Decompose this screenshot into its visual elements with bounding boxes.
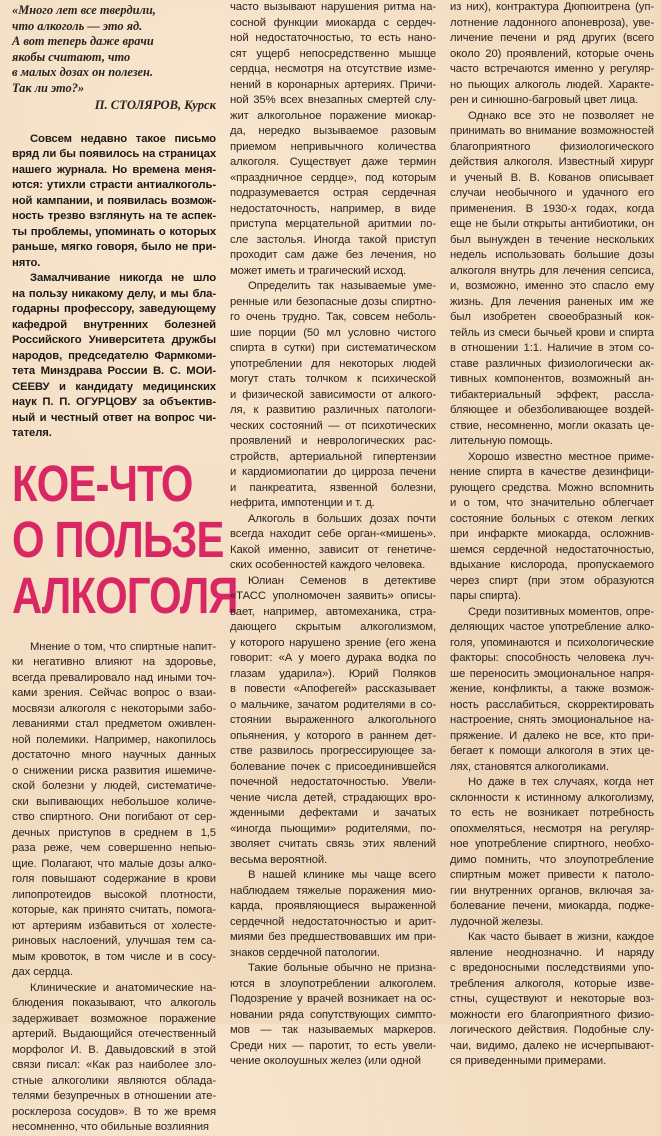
text-line: ное употребление спиртного, необхо- [450,838,654,850]
text-line: ками зрения. Сейчас вопрос о взаи- [12,687,216,700]
text-line: у которого нарушено зрение (его жена [230,636,436,649]
text-line: годарны профессору, заведующему [12,303,216,316]
text-line: наук П. П. ОГУРЦОВУ за объектив- [12,396,216,409]
text-line: Среди позитивных моментов, опре- [468,605,654,618]
text-line: мосвязи алкоголя с некоторыми забо- [12,702,216,715]
text-line: дах сердца. [12,966,73,979]
text-line: болевание печени, миокарда, подже- [450,900,654,912]
paragraph [12,132,216,272]
text-line: ше переносить эмоциональное напря- [450,667,654,680]
text-line: и ученый В. В. Кованов описывает [450,171,654,184]
text-line: чаи, видимо, далеко не исчерпывают- [450,1039,654,1052]
text-line: приемом непривычного количества [230,140,436,153]
paragraph [230,868,436,961]
quote-line: Так ли это?» [12,80,85,95]
text-line: «иногда пьющими» родителями, по- [230,822,436,835]
paragraph [230,512,436,574]
text-line: которые, как принято считать, помога- [12,904,216,917]
text-line: стные алкоголики являются облада- [12,1074,216,1087]
text-line: и панкреатита, язвенной болезни, [230,481,436,494]
text-line: жение, конфликты, а также возмож- [450,683,654,695]
text-line: достаточно много научных данных [12,749,216,762]
text-line: ность трезво взглянуть на те аспек- [12,210,216,223]
text-line: ют артериям избавиться от холесте- [12,919,216,932]
text-line: блюдения показывают, что алкоголь [12,997,216,1010]
text-line: вает, например, автомеханика, стра- [230,605,436,618]
headline-line: КОЕ-ЧТО [12,454,193,512]
text-line: лительную помощь. [450,435,553,447]
text-line: подразумевается острая сердечная [230,187,436,199]
text-line: нефрита, импотенции и т. д. [230,497,375,509]
text-line: ставе различных физиологически ак- [450,357,654,370]
text-line: при инфаркте миокарда, осложнив- [450,528,654,540]
text-line: бляющее и обезболивающее воздей- [450,404,654,416]
text-line: может иметь и трагический исход. [230,264,407,277]
text-line: ренные или безопасные дозы спиртно- [230,295,436,308]
text-line: раньше, мягко говоря, было не при- [12,241,216,254]
article-body-column-2 [230,0,436,1070]
text-line: состояние больных с отеком легких [450,512,654,525]
text-line: бегает к помощи алкоголя в этих це- [450,745,654,757]
text-line: наблюдаем тяжелые поражения мио- [230,884,436,897]
text-line: из них), контрактура Дюпюитрена (уп- [450,1,654,13]
text-line: могут стать толчком к психической [230,373,436,385]
text-line: рующего средства. Можно вспомнить [450,481,654,494]
paragraph [12,640,216,981]
text-line: алкоголя. Существует даже термин [230,156,436,168]
text-line: Но даже в тех случаях, когда нет [468,776,654,788]
text-line: действия алкоголя. Известный хирург [450,156,654,168]
text-line: Какой именно, зависит от генетиче- [230,543,436,556]
text-line: вряд ли бы появилось на страницах [12,148,216,161]
text-line: применения. В 1930-х годах, когда [450,202,654,215]
text-line: факторы: способность человека луч- [450,652,654,664]
text-line: говорит: «А у моего дурака водка по [230,652,436,664]
text-line: сле застолья. Иногда такой приступ [230,233,436,246]
text-line: приступа мерцательной аритмии по- [230,218,436,230]
text-line: Среди них — паротит, то есть увели- [230,1039,436,1052]
text-line: можности его благоприятного физио- [450,1008,654,1021]
text-line: склонности к истинному алкоголизму, [450,791,654,804]
text-line: проявлений и неврологических рас- [230,435,436,447]
text-line: стройств, артериальной гипертензии [230,450,436,463]
text-line: «праздничное сердце», под которым [230,171,436,184]
text-line: то есть не возникает потребность [450,807,654,819]
text-line: еще не были открыты антибиотики, он [450,218,654,230]
paragraph [230,279,436,512]
text-line: и, возможно, именно это спасло ему [450,280,654,292]
text-line: димо помнить, что злоупотребление [450,853,654,866]
text-line: дающего скрытым алкоголизмом, [230,621,436,633]
text-line: лотнение ладонного апоневроза), уве- [450,16,654,29]
text-line: всегда находит себе орган-«мишень». [230,528,436,540]
text-line: проходит сам даже без лечения, но [230,249,436,261]
text-line: Как часто бывает в жизни, каждое [468,931,654,943]
text-line: мым кровоток, в том числе и в сосу- [12,950,216,963]
article-headline [12,454,238,624]
editorial-intro [12,132,216,442]
paragraph [12,981,216,1136]
text-line: спиртным может привести к патоло- [450,869,654,881]
paragraph [450,0,654,109]
paragraph [450,605,654,776]
text-line: миями без предшествовавших им при- [230,931,436,943]
text-line: ской болезни у людей, систематиче- [12,780,216,793]
text-line: принимать во внимание возможностей [450,125,654,137]
text-line: стве развилось прогрессирующее за- [230,745,436,757]
text-line: случаи необычного и удачного его [450,187,654,199]
text-line: В нашей клинике мы чаще всего [248,869,436,881]
text-line: знаков сердечной патологии. [230,946,380,959]
headline-line: АЛКОГОЛЯ [12,566,238,624]
paragraph [450,109,654,450]
text-line: о мальчике, зачатом родителями в со- [230,698,436,711]
paragraph [450,775,654,930]
text-line: телями безупречных в отношении ате- [12,1090,216,1103]
text-line: глазам ударила»). Юрий Поляков [230,667,436,680]
text-line: Подозрение у врачей возникает на ос- [230,993,436,1005]
text-line: шие порции (50 мл условно чистого [230,326,436,339]
text-line: весьма вероятной. [230,853,328,866]
text-line: артерий. Выдающийся отечественный [12,1028,216,1041]
text-line: го очень трудно. Так, совсем неболь- [230,311,436,323]
text-line: мов — так называемых маркеров. [230,1024,436,1036]
text-line: и физической зависимости от алкого- [230,388,436,401]
text-line: ся приведенными примерами. [450,1055,607,1067]
text-line: СЕЕВУ и кандидату медицинских [12,380,216,393]
text-line: алкоголя внутрь для лечения сепсиса, [450,264,654,277]
text-line: ной недостаточностью, то есть нано- [230,32,436,44]
text-line: шемся сердечной недостаточностью, [450,543,654,556]
text-line: Определить так называемые уме- [248,280,436,292]
text-line: раза реже, чем совершенно непью- [12,842,216,855]
text-line: народов, председателю Фармкоми- [12,349,216,362]
text-line: стоянии выраженного алкогольного [230,714,436,726]
text-line: ски выпивающих небольшое количе- [12,795,216,808]
paragraph [230,0,436,279]
text-line: почечной недостаточностью. Увели- [230,776,436,788]
text-line: тейль из смеси бычьей крови и спирта [450,326,654,339]
text-line: карда, проявляющиеся выраженной [230,900,436,912]
headline-line: О ПОЛЬЗЕ [12,510,224,568]
text-line: кафедрой внутренних болезней [12,318,216,331]
text-line: тибактериальный эффект, рассла- [450,388,654,401]
text-line: Юлиан Семенов в детективе [248,574,436,587]
text-line: «ТАСС уполномочен заявить» описы- [230,590,436,602]
text-line: липопротеидов высокой плотности, [12,888,216,901]
text-line: был изобретен своеобразный кок- [450,311,654,323]
text-line: настроение, снять эмоциональное на- [450,714,654,726]
text-line: ки негативно влияют на здоровье, [12,656,216,669]
quote-line: в малых дозах он полезен. [12,65,154,80]
text-line: лях, становятся алкоголиками. [450,760,609,773]
article-body-column-3 [450,0,654,1070]
text-line: тателя. [12,427,52,440]
text-line: новании ряда сопутствующих симпто- [230,1008,436,1021]
text-line: морфолог И. В. Давыдовский в этой [12,1043,216,1056]
text-line: был вынужден в течение нескольких [450,233,654,246]
text-line: ются в злоупотреблении алкоголем. [230,977,436,990]
paragraph [230,961,436,1070]
text-line: Совсем недавно такое письмо [30,132,216,145]
text-line: часто вызывают нарушения ритма на- [230,1,436,13]
text-line: голя, упоминаются и психологические [450,636,654,649]
text-line: о снижении риска развития ишемиче- [12,764,216,777]
text-line: нашего журнала. Но времена меня- [12,163,216,176]
text-line: около 20) проявлений, которые очень [450,47,654,60]
text-line: вдыхание кислорода, пропускаемого [450,559,654,571]
text-line: ствие, несомненно, могли оказать це- [450,419,654,432]
text-line: но пьющих алкоголь людей. Характе- [450,78,654,91]
text-line: несомненно, что обильные возлияния [12,1121,209,1134]
text-line: опохмеляться, несмотря на регуляр- [450,822,654,835]
text-line: Однако все это не позволяет не [468,109,654,122]
text-line: ной 35% всех внезапных смертей слу- [230,94,436,106]
text-line: недель использовать большие дозы [450,249,654,261]
text-line: и о том, что значительно облегчает [450,497,654,509]
text-line: личение печени и ряд других (всего [450,32,654,44]
paragraph [450,450,654,605]
text-line: чение числа детей, страдающих вро- [230,791,436,804]
text-line: леваниями стал предметом оживлен- [12,718,216,731]
text-line: жизнь. Для лечения раненых им же [450,295,654,308]
quote-line: что алкоголь — это яд. [12,18,143,33]
article-body-column-1 [12,640,216,1136]
text-line: и кардиомиопатии до цирроза печени [230,466,436,478]
text-line: в повести «Апофегей» рассказывает [230,683,436,695]
quote-line: А вот теперь даже врачи [12,34,154,49]
text-line: болевание почек с присоединившейся [230,760,436,773]
text-line: риновых наслоений, улучшая тем са- [12,935,216,948]
text-line: явление неоднозначно. И наряду [450,946,654,959]
text-line: нений в коронарных артериях. Причи- [230,78,436,91]
text-line: зволяет считать связь этих явлений [230,838,436,850]
text-line: Алкоголь в больших дозах почти [248,512,436,525]
text-line: Замалчивание никогда не шло [30,272,216,285]
text-line: ный и честный ответ на вопрос чи- [12,411,216,424]
text-line: спирта в сутки) при систематическом [230,342,436,354]
text-line: гии внутренних органов, включая за- [450,884,654,897]
text-line: ной полемики. Например, накопилось [12,733,216,746]
text-line: сердца, несмотря на отсутствие изме- [230,63,436,75]
text-line: сят ущерб непосредственно мышце [230,47,436,60]
text-line: деляющих частое употребление алко- [450,621,654,633]
paragraph [450,930,654,1070]
text-line: всегда превалировало над иными точ- [12,671,216,684]
text-line: часто встречаются именно у регуляр- [450,63,654,75]
text-line: через спирт (при этом образуются [450,574,654,587]
text-line: Мнение о том, что спиртные напит- [30,640,216,653]
text-line: стны, существуют и некоторые воз- [450,993,654,1005]
text-line: задерживает возможное поражение [12,1012,216,1025]
quote-line: якобы считают, что [12,49,131,64]
text-line: щие. Полагают, что малые дозы алко- [12,857,216,870]
text-line: жит алкогольное поражение миокар- [230,109,436,122]
text-line: тета Минздрава России В. С. МОИ- [12,365,216,378]
text-line: ческих состояний — от психотических [230,419,436,432]
quote-line: «Много лет все твердили, [12,3,156,17]
text-line: ной кампании, и появилась возмож- [12,194,216,207]
text-line: чение околоушных желез (или одной [230,1055,421,1067]
text-line: дечных приступов в среднем в 1,5 [12,826,216,839]
column-1 [12,0,238,1136]
text-line: логического действия. Подобные слу- [450,1024,654,1036]
text-line: сосной функции миокарда с сердеч- [230,16,436,29]
text-line: ты проблемы, упоминать о которых [12,225,216,238]
text-line: ля, к развитию различных патологи- [230,404,436,416]
text-line: Хорошо известно местное приме- [468,450,654,463]
text-line: нято. [12,256,41,269]
text-line: да, нередко вызываемое разовым [230,125,436,137]
paragraph [12,271,216,442]
text-line: на пользу никакому делу, и мы бла- [12,287,216,300]
text-line: ность расслабиться, скорректировать [450,698,654,711]
text-line: употреблении для некоторых людей [230,357,436,370]
text-line: ских особенностей каждого человека. [230,559,426,571]
text-line: Клинические и анатомические на- [30,981,216,994]
text-line: пряжение. И далеко не все, кто при- [450,729,654,742]
text-line: нение спирта в качестве дезинфици- [450,466,654,478]
text-line: росклероза сосудов». В то же время [12,1105,216,1118]
text-line: сердечной недостаточностью и арит- [230,915,436,928]
text-line: недостаточность, например, в виде [230,202,436,215]
text-line: тивных компонентов, возможный ан- [450,373,654,385]
text-line: жденными дефектами и зачатых [230,807,436,819]
text-line: требления алкоголя, которые изве- [450,977,654,990]
text-line: опьянения, у которого в раннем дет- [230,729,436,742]
text-line: пары спирта). [450,590,521,602]
text-line: в отношении 1:1. Наличие в этом со- [450,342,654,354]
text-line: Такие больные обычно не призна- [248,962,436,974]
text-line: благоприятного физиологического [450,140,654,153]
text-line: голя повышают содержание в крови [12,873,216,886]
paragraph [230,574,436,869]
text-line: Российского Университета дружбы [12,334,216,347]
text-line: рен и синюшно-багровый цвет лица. [450,94,639,106]
reader-signature: П. СТОЛЯРОВ, Курск [94,97,216,112]
text-line: ются: утихли страсти антиалкоголь- [12,179,216,192]
text-line: лудочной железы. [450,915,544,928]
reader-letter-quote [12,3,216,97]
text-line: с вредоносными последствиями упо- [450,962,654,974]
text-line: ство спиртного. Они погибают от сер- [12,811,216,824]
text-line: связи писал: «Как раз наиболее зло- [12,1059,216,1072]
